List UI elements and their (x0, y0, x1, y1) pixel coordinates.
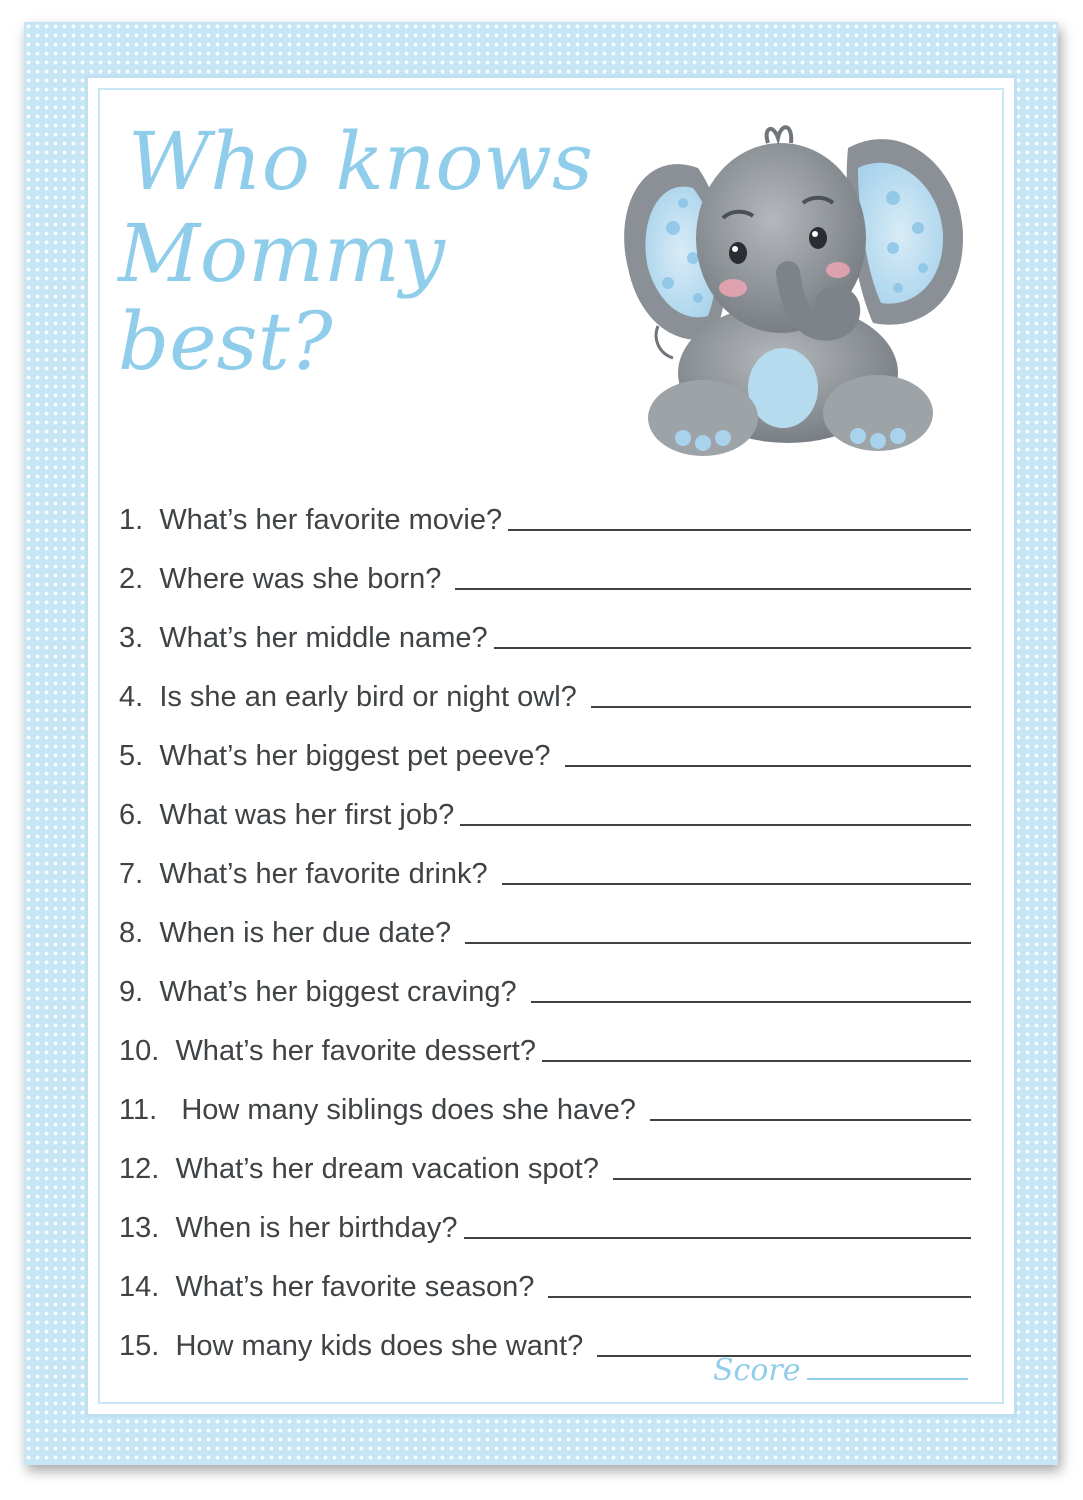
answer-line[interactable] (565, 764, 971, 767)
question-text: How many siblings does she have? (181, 1094, 644, 1126)
question-row (119, 596, 971, 655)
question-number: 1. (119, 504, 160, 536)
question-text: Is she an early bird or night owl? (159, 681, 585, 713)
answer-line[interactable] (460, 823, 971, 826)
question-text: What’s her middle name? (159, 622, 488, 654)
question-number: 2. (119, 563, 160, 595)
question-row (119, 714, 971, 773)
elephant-icon (603, 98, 983, 458)
question-row (119, 1245, 971, 1304)
question-number: 3. (119, 622, 160, 654)
answer-line[interactable] (613, 1177, 971, 1180)
answer-line[interactable] (542, 1059, 971, 1062)
question-text: When is her birthday? (175, 1212, 458, 1244)
score-answer-line[interactable] (807, 1378, 968, 1380)
question-row (119, 478, 971, 537)
question-text: What’s her favorite drink? (159, 858, 496, 890)
question-number: 9. (119, 976, 160, 1008)
question-number: 8. (119, 917, 160, 949)
question-number: 14. (119, 1271, 176, 1303)
question-list (119, 478, 971, 1363)
score-field (713, 1353, 968, 1388)
question-row (119, 1186, 971, 1245)
answer-line[interactable] (591, 705, 971, 708)
question-text: What’s her favorite season? (175, 1271, 543, 1303)
answer-line[interactable] (455, 587, 971, 590)
answer-line[interactable] (464, 1236, 971, 1239)
question-number: 10. (119, 1035, 176, 1067)
game-card (24, 22, 1058, 1465)
question-text: What’s her biggest craving? (159, 976, 525, 1008)
title-line-1: Who knows (128, 115, 594, 208)
question-number: 6. (119, 799, 160, 831)
question-text: What’s her favorite movie? (159, 504, 503, 536)
answer-line[interactable] (650, 1118, 971, 1121)
answer-line[interactable] (494, 646, 971, 649)
question-number: 5. (119, 740, 160, 772)
question-number: 15. (119, 1330, 176, 1362)
answer-line[interactable] (465, 941, 971, 944)
answer-line[interactable] (508, 528, 971, 531)
question-row (119, 537, 971, 596)
question-text: What’s her dream vacation spot? (175, 1153, 607, 1185)
question-text: Where was she born? (159, 563, 450, 595)
question-number: 4. (119, 681, 160, 713)
score-label: Score (713, 1353, 801, 1388)
question-text: How many kids does she want? (175, 1330, 592, 1362)
question-text: What was her first job? (159, 799, 455, 831)
answer-line[interactable] (548, 1295, 971, 1298)
question-row (119, 950, 971, 1009)
question-number: 11. (119, 1094, 182, 1126)
question-row (119, 773, 971, 832)
question-number: 12. (119, 1153, 176, 1185)
title-line-2: Mommy best? (118, 207, 445, 388)
question-row (119, 655, 971, 714)
question-text: What’s her biggest pet peeve? (159, 740, 559, 772)
question-row (119, 891, 971, 950)
question-row (119, 1009, 971, 1068)
question-row (119, 1127, 971, 1186)
page-title (118, 115, 638, 388)
answer-line[interactable] (502, 882, 971, 885)
question-row (119, 1068, 971, 1127)
question-text: When is her due date? (159, 917, 460, 949)
question-number: 13. (119, 1212, 176, 1244)
card-inner-panel (85, 75, 1017, 1417)
question-number: 7. (119, 858, 160, 890)
question-text: What’s her favorite dessert? (175, 1035, 536, 1067)
answer-line[interactable] (531, 1000, 971, 1003)
question-row (119, 832, 971, 891)
